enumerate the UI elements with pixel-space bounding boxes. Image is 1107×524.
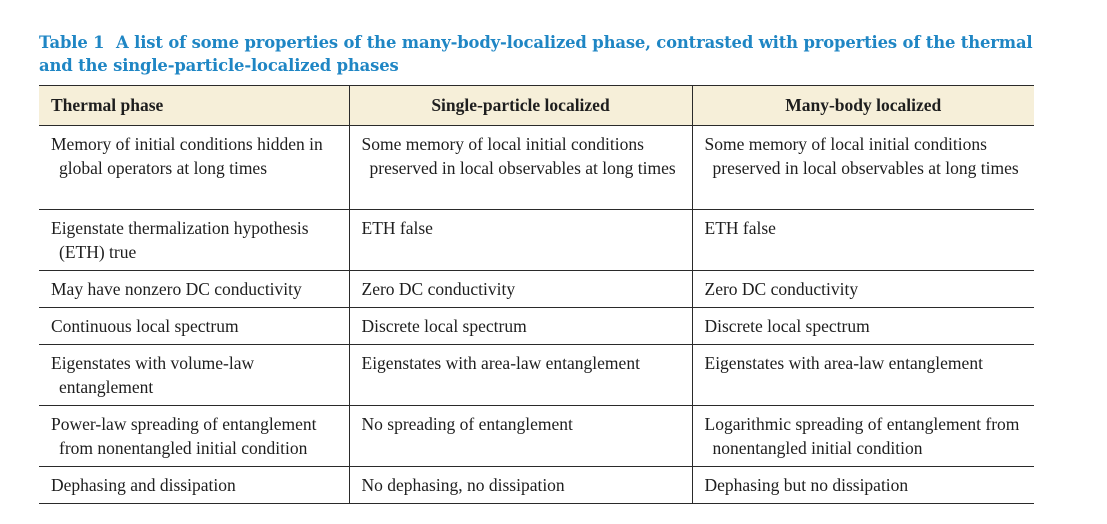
header-single-particle-localized: Single-particle localized bbox=[349, 86, 692, 126]
table-cell: Discrete local spectrum bbox=[692, 308, 1034, 345]
properties-table bbox=[39, 85, 1034, 504]
table-cell: Some memory of local initial conditions preserved in local observables at long times bbox=[349, 126, 692, 210]
table-header-row bbox=[39, 86, 1034, 126]
table-caption-label: Table 1 bbox=[39, 33, 105, 52]
table-row bbox=[39, 308, 1034, 345]
table-cell: Eigenstates with volume-law entanglement bbox=[39, 345, 349, 406]
table-row bbox=[39, 406, 1034, 467]
table-cell: Eigenstate thermalization hypothesis (ETH) true bbox=[39, 210, 349, 271]
table-cell: ETH false bbox=[349, 210, 692, 271]
table-cell: Dephasing and dissipation bbox=[39, 467, 349, 504]
table-caption bbox=[39, 31, 1039, 77]
table-caption-text: A list of some properties of the many-body-localized phase, contrasted with properties of the thermal and the single-particle-localized phases bbox=[39, 33, 1033, 75]
table-row bbox=[39, 126, 1034, 210]
table-cell: ETH false bbox=[692, 210, 1034, 271]
table-row bbox=[39, 345, 1034, 406]
table-cell: Eigenstates with area-law entanglement bbox=[692, 345, 1034, 406]
table-cell: Zero DC conductivity bbox=[349, 271, 692, 308]
table-cell: Zero DC conductivity bbox=[692, 271, 1034, 308]
header-thermal-phase: Thermal phase bbox=[39, 86, 349, 126]
table-row bbox=[39, 271, 1034, 308]
table-cell: No dephasing, no dissipation bbox=[349, 467, 692, 504]
table-cell: Dephasing but no dissipation bbox=[692, 467, 1034, 504]
table-cell: Continuous local spectrum bbox=[39, 308, 349, 345]
table-cell: Memory of initial conditions hidden in global operators at long times bbox=[39, 126, 349, 210]
table-cell: Some memory of local initial conditions preserved in local observables at long times bbox=[692, 126, 1034, 210]
table-row bbox=[39, 210, 1034, 271]
table-cell: Eigenstates with area-law entanglement bbox=[349, 345, 692, 406]
table-row bbox=[39, 467, 1034, 504]
table-cell: Power-law spreading of entanglement from nonentangled initial condition bbox=[39, 406, 349, 467]
table-cell: May have nonzero DC conductivity bbox=[39, 271, 349, 308]
table-cell: Discrete local spectrum bbox=[349, 308, 692, 345]
table-cell: Logarithmic spreading of entanglement from nonentangled initial condition bbox=[692, 406, 1034, 467]
header-many-body-localized: Many-body localized bbox=[692, 86, 1034, 126]
table-cell: No spreading of entanglement bbox=[349, 406, 692, 467]
